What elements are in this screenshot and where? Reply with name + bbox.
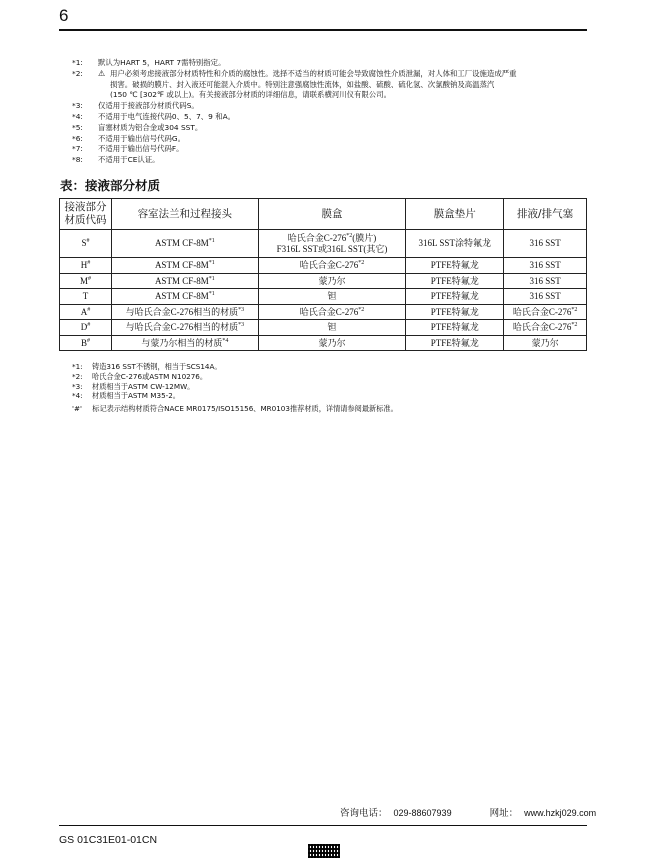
flange-cell: 与蒙乃尔相当的材质$^{*4}$ <box>111 335 258 351</box>
material-code-cell: T <box>60 289 112 305</box>
material-code-cell: A# <box>60 304 112 320</box>
note-key: *8: <box>72 155 83 165</box>
plug-cell: 哈氏合金C-276$^{*2}$ <box>504 304 587 320</box>
plug-cell: 316 SST <box>504 230 587 258</box>
note-text: 不适用于CE认证。 <box>98 155 160 165</box>
table-row <box>60 320 587 336</box>
flange-cell: ASTM $CF-8M^{*1}$ <box>111 258 258 274</box>
table-note-item <box>72 391 592 401</box>
note-item <box>72 69 592 101</box>
flange-cell: ASTM $CF-8M^{*1}$ <box>111 230 258 258</box>
flange-cell: ASTM $CF-8M^{*1}$ <box>111 273 258 289</box>
flange-cell: 与哈氏合金C-276相当的材质$^{*3}$ <box>111 320 258 336</box>
plug-cell: 316 SST <box>504 289 587 305</box>
nace-mark: # <box>86 238 90 245</box>
table-header-row <box>60 199 587 230</box>
note-key: *6: <box>72 133 83 143</box>
column-header-material-code: 接液部分材质代码 <box>60 199 112 230</box>
table-row <box>60 335 587 351</box>
nace-mark: # <box>87 306 91 313</box>
note-key: *7: <box>72 144 83 154</box>
note-text: 不适用于输出信号代码G。 <box>98 133 186 143</box>
note-text: 不适用于电气连接代码0、5、7、9 和A。 <box>98 111 236 121</box>
gasket-cell: 316L SST涂特氟龙 <box>406 230 504 258</box>
note-text: 不适用于输出信号代码F。 <box>98 144 184 154</box>
column-header-gasket: 膜盒垫片 <box>406 199 504 230</box>
website-link[interactable]: www.hzkj029.com <box>524 808 597 818</box>
nace-mark: # <box>88 275 91 282</box>
table-row <box>60 289 587 305</box>
table-notes <box>72 362 592 401</box>
nace-mark: '#' <box>72 404 82 413</box>
material-code-cell: M# <box>60 273 112 289</box>
capsule-cell: 蒙乃尔 <box>258 273 406 289</box>
table-note-item <box>72 372 592 382</box>
notes-list <box>72 58 592 166</box>
header-rule <box>59 29 587 31</box>
note-item <box>72 58 592 69</box>
note-key: *2: <box>72 371 83 381</box>
material-code-cell: H# <box>60 258 112 274</box>
note-key: *4: <box>72 111 83 121</box>
table-note-item <box>72 362 592 372</box>
capsule-cell: 哈氏合金C-276$^{*2}$(膜片) F316L SST或316L SST(其它) <box>258 230 406 258</box>
note-item <box>72 155 592 166</box>
note-item <box>72 144 592 155</box>
note-text: 材质相当于ASTM CW-12MW。 <box>92 381 195 391</box>
note-item <box>72 101 592 112</box>
flange-cell: ASTM $CF-8M^{*1}$ <box>111 289 258 305</box>
material-code-cell: D# <box>60 320 112 336</box>
gasket-cell: PTFE特氟龙 <box>406 289 504 305</box>
site-label: 网址： <box>489 808 519 819</box>
table-row <box>60 273 587 289</box>
capsule-cell: 哈氏合金C-276$^{*2}$ <box>258 258 406 274</box>
section-title: 表：接液部分材质 <box>60 178 161 193</box>
flange-cell: 与哈氏合金C-276相当的材质$^{*3}$ <box>111 304 258 320</box>
note-key: *5: <box>72 122 83 132</box>
table-note-item <box>72 382 592 392</box>
note-key: *3: <box>72 101 83 111</box>
capsule-cell: 钽 <box>258 320 406 336</box>
table-row <box>60 258 587 274</box>
note-key: *3: <box>72 381 83 391</box>
gasket-cell: PTFE特氟龙 <box>406 304 504 320</box>
table-row <box>60 304 587 320</box>
footer-rule <box>59 825 587 826</box>
note-text: 哈氏合金C-276或ASTM N10276。 <box>92 371 208 381</box>
capsule-cell: 哈氏合金C-276$^{*2}$ <box>258 304 406 320</box>
material-code-cell: B# <box>60 335 112 351</box>
plug-cell: 316 SST <box>504 258 587 274</box>
gasket-cell: PTFE特氟龙 <box>406 273 504 289</box>
note-text: 铸造316 SST不锈钢，相当于SCS14A。 <box>92 362 222 371</box>
note-text: 仅适用于接液部分材质代码S。 <box>98 101 199 111</box>
capsule-cell: 蒙乃尔 <box>258 335 406 351</box>
contact-info <box>340 805 602 819</box>
page-number: 6 <box>59 6 69 25</box>
note-key: *4: <box>72 391 83 401</box>
nace-mark: # <box>87 337 90 344</box>
phone-label: 咨询电话： <box>340 808 388 819</box>
material-code-cell: S# <box>60 230 112 258</box>
gasket-cell: PTFE特氟龙 <box>406 320 504 336</box>
plug-cell: 哈氏合金C-276$^{*2}$ <box>504 320 587 336</box>
column-header-plug: 排液/排气塞 <box>504 199 587 230</box>
gasket-cell: PTFE特氟龙 <box>406 258 504 274</box>
document-number: GS 01C31E01-01CN <box>59 834 158 846</box>
plug-cell: 蒙乃尔 <box>504 335 587 351</box>
qr-code-icon <box>308 844 340 858</box>
nace-mark: # <box>87 322 91 328</box>
note-text: 默认为HART 5，HART 7需特别指定。 <box>98 58 226 67</box>
nace-text: 标记表示结构材质符合NACE MR0175/ISO15156、MR0103推荐材质，详情请参阅最新标准。 <box>92 404 398 413</box>
nace-mark: # <box>87 260 91 266</box>
warning-triangle-icon: ⚠ <box>98 68 106 78</box>
note-item <box>72 123 592 134</box>
note-text: 材质相当于ASTM M35-2。 <box>92 391 180 401</box>
materials-table <box>59 198 587 351</box>
table-row <box>60 230 587 258</box>
note-item <box>72 112 592 123</box>
note-item <box>72 134 592 145</box>
note-text: 盲塞材质为铝合金或304 SST。 <box>98 122 203 132</box>
gasket-cell: PTFE特氟龙 <box>406 335 504 351</box>
column-header-flange: 容室法兰和过程接头 <box>111 199 258 230</box>
note-key: *2: <box>72 68 83 78</box>
note-text: 用户必须考虑接液部分材质特性和介质的腐蚀性。选择不适当的材质可能会导致腐蚀性介质泄漏，对人体和工厂设施造成严重 损害。破损的膜片、封入液还可能混入介质中。特别注意强腐蚀性流体，如盐酸、硫酸、硫化氢、次氯酸钠及高温蒸汽 (150 ℃ [302℉ 或以上)。有关接液部分材质的详细信息，请联系横河川仪有限公司。 <box>110 68 517 100</box>
phone-number: 029-88607939 <box>393 808 452 818</box>
note-key: *1: <box>72 58 83 67</box>
plug-cell: 316 SST <box>504 273 587 289</box>
nace-note <box>72 404 398 414</box>
note-key: *1: <box>72 362 83 371</box>
capsule-cell: 钽 <box>258 289 406 305</box>
column-header-capsule: 膜盒 <box>258 199 406 230</box>
